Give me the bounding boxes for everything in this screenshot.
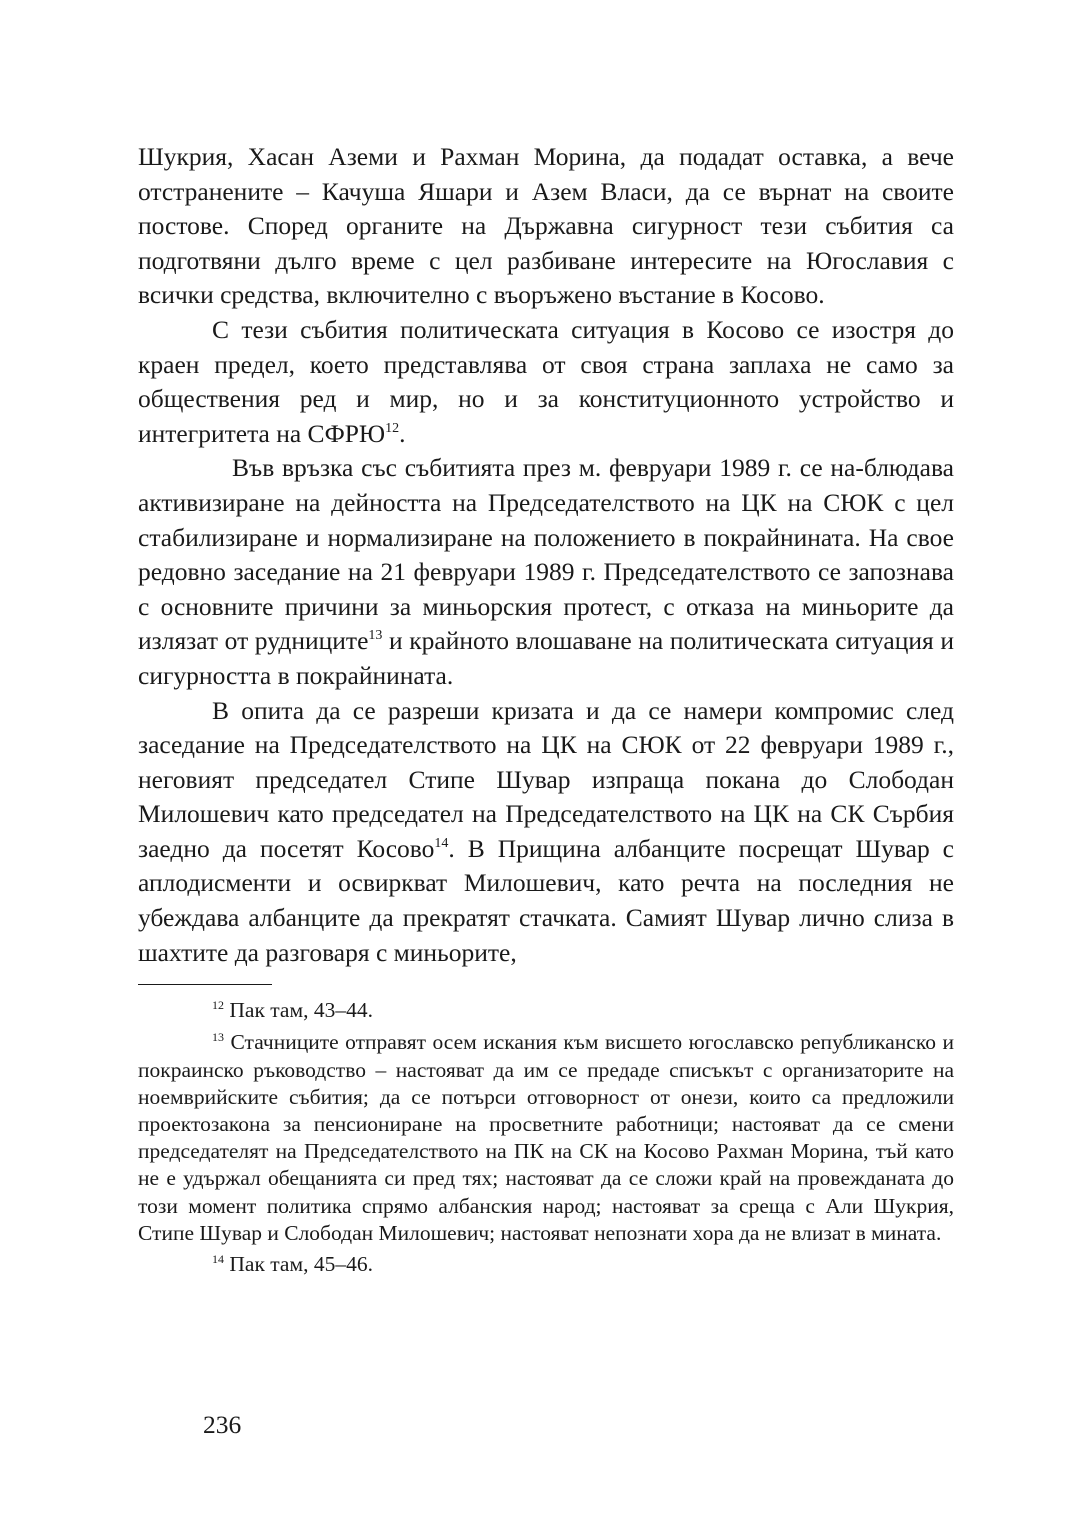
paragraph-3-text-a: Във връзка със събитията през м. февруари 1989 г. се на-блюдава активизиране на дейността на Председателството на ЦК на СЮК с цел стабилизиране и нормализиране на положението в покрайнината. На свое редовно заседание на 21 февруари 1989 г. Председателството се запознава с основните причини за миньорския протест, с отказа на миньорите да излязат от рудниците [138,453,954,656]
footnote-text: Стачниците отправят осем искания към висшето югославско републиканско и покраинско ръководство – настояват да им се предаде списъкът с организаторите на ноемврийските събития; да се потърси отговорност от онези, които са предложили проектозакона за пенсиониране на просветните работници; настояват да се смени председателят на Председателството на ПК на СК на Косово Рахман Морина, тъй като не е удържал обещанията си пред тях; настояват да се сложи край на провежданата до този момент политика спрямо албанския народ; настояват за среща с Али Шукрия, Стипе Шувар и Слободан Милошевич; настояват непознати хора да не влизат в мината. [138,1030,954,1245]
paragraph-2-end: . [399,418,406,448]
main-text [138,140,954,970]
footnote-14 [138,1251,954,1278]
paragraph-4-text-a: В опита да се разреши кризата и да се намери компромис след заседание на Председателството на ЦК на СЮК от 22 февруари 1989 г., неговият председател Стипе Шувар изпраща покана до Слободан Милошевич като председател на Председателството на ЦК на СК Сърбия заедно да посетят Косово [138,695,954,863]
paragraph-1: Шукрия, Хасан Аземи и Рахман Морина, да подадат оставка, а вече отстранените – Качуша Яшари и Азем Власи, да се върнат на своите постове. Според органите на Държавна сигурност тези събития са подготвяни дълго време с цел разбиване интересите на Югославия с всички средства, включително с въоръжено въстание в Косово. [138,142,954,310]
page-content [138,140,954,1278]
footnote-number: 12 [212,998,224,1013]
footnote-12 [138,997,954,1024]
page-number: 236 [203,1410,242,1439]
footnote-number: 14 [212,1252,224,1267]
footnote-ref-14[interactable]: 14 [434,835,449,851]
footnote-separator [138,984,272,985]
footnote-number: 13 [212,1030,224,1045]
paragraph-3 [138,451,954,693]
paragraph-4-text-b: . В Прищина албанците посрещат Шувар с аплодисменти и освиркват Милошевич, като речта на последния не убеждава албанците да прекратят стачката. Самият Шувар лично слиза в шахтите да разговаря с миньорите, [138,833,954,967]
footnote-13 [138,1029,954,1247]
paragraph-2-text: С тези събития политическата ситуация в Косово се изостря до краен предел, което представлява от своя страна заплаха не само за обществения ред и мир, но и за конституционното устройство и интегритета на СФРЮ [138,314,954,448]
paragraph-4 [138,694,954,971]
footnote-text: Пак там, 43–44. [224,998,373,1023]
footnotes [138,997,954,1278]
footnote-text: Пак там, 45–46. [224,1252,373,1277]
footnote-ref-13[interactable]: 13 [368,628,383,644]
footnote-ref-12[interactable]: 12 [385,420,400,436]
paragraph-3-text-b: и крайното влошаване на политическата ситуация и сигурността в покрайнината. [138,626,954,690]
paragraph-2 [138,313,954,451]
